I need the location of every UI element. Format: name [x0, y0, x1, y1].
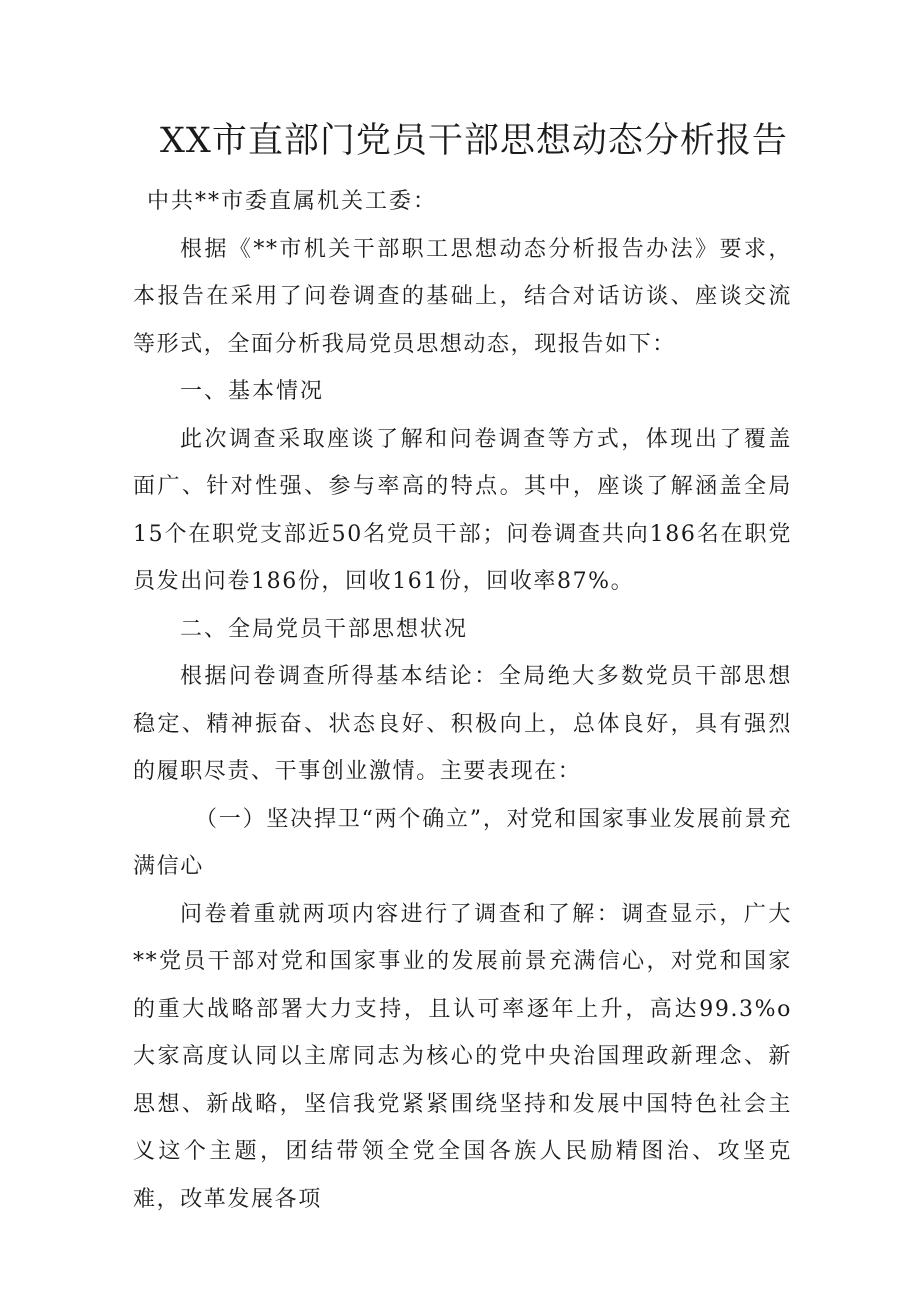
intro-paragraph: 根据《**市机关干部职工思想动态分析报告办法》要求，本报告在采用了问卷调查的基础上，结合对话访谈、座谈交流等形式，全面分析我局党员思想动态，现报告如下： [133, 236, 792, 357]
section-heading-basic: 一、基本情况 [180, 379, 325, 404]
salutation: 中共**市委直属机关工委： [147, 189, 438, 214]
subsection-heading-one: （一）坚决捍卫“两个确立”，对党和国家事业发展前景充满信心 [133, 806, 792, 879]
document-title: XX市直部门党员干部思想动态分析报告 [160, 121, 788, 161]
section-heading-thought-status: 二、全局党员干部思想状况 [180, 616, 469, 642]
basic-info-paragraph: 此次调查采取座谈了解和问卷调查等方式，体现出了覆盖面广、针对性强、参与率高的特点。其中，座谈了解涵盖全局15个在职党支部近50名党员干部；问卷调查共向186名在职党员发出问卷186份，回收161份，回收率87%。 [133, 426, 792, 594]
survey-detail-paragraph: 问卷着重就两项内容进行了调查和了解：调查显示，广大**党员干部对党和国家事业的发展前景充满信心，对党和国家的重大战略部署大力支持，且认可率逐年上升，高达99.3%o大家高度认同以主席同志为核心的党中央治国理政新理念、新思想、新战略，坚信我党紧紧围绕坚持和发展中国特色社会主义这个主题，团结带领全党全国各族人民励精图治、攻坚克难，改革发展各项 [133, 901, 792, 1212]
conclusion-paragraph: 根据问卷调查所得基本结论：全局绝大多数党员干部思想稳定、精神振奋、状态良好、积极向上，总体良好，具有强烈的履职尽责、干事创业激情。主要表现在： [133, 664, 792, 784]
